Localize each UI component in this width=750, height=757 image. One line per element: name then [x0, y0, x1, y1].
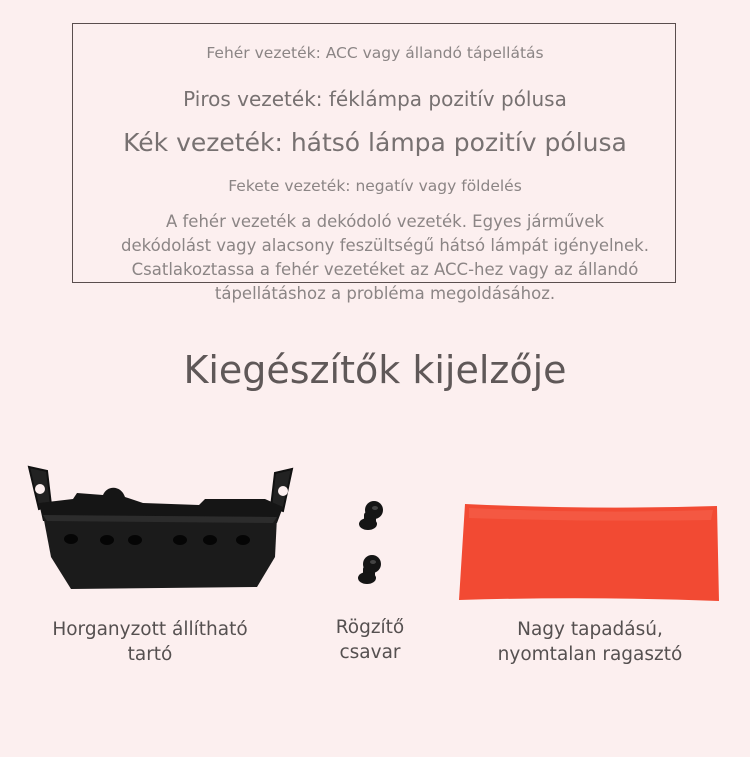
screw-label: Rögzítő csavar [335, 617, 405, 663]
adhesive-tape-icon [455, 500, 725, 605]
white-wire-note: A fehér vezeték a dekódoló vezeték. Egyes járművek dekódolást vagy alacsony feszültségű hátsó lámpát igényelnek. Csatlakoztassa a fehér vezetéket az ACC-hez vagy az állandó tápellátáshoz a probléma megoldásához. [121, 212, 649, 303]
bracket-label: Horganyzott állítható tartó [52, 619, 248, 665]
white-wire-spec: Fehér vezeték: ACC vagy állandó tápellátás [206, 44, 544, 62]
black-wire-spec: Fekete vezeték: negatív vagy földelés [228, 177, 522, 195]
accessories-title: Kiegészítők kijelzője [183, 348, 567, 392]
mounting-bracket-icon [25, 465, 300, 595]
screw-icon [352, 498, 392, 588]
red-wire-spec: Piros vezeték: féklámpa pozitív pólusa [183, 87, 567, 111]
blue-wire-spec: Kék vezeték: hátsó lámpa pozitív pólusa [123, 128, 627, 157]
tape-label: Nagy tapadású, nyomtalan ragasztó [497, 619, 683, 665]
